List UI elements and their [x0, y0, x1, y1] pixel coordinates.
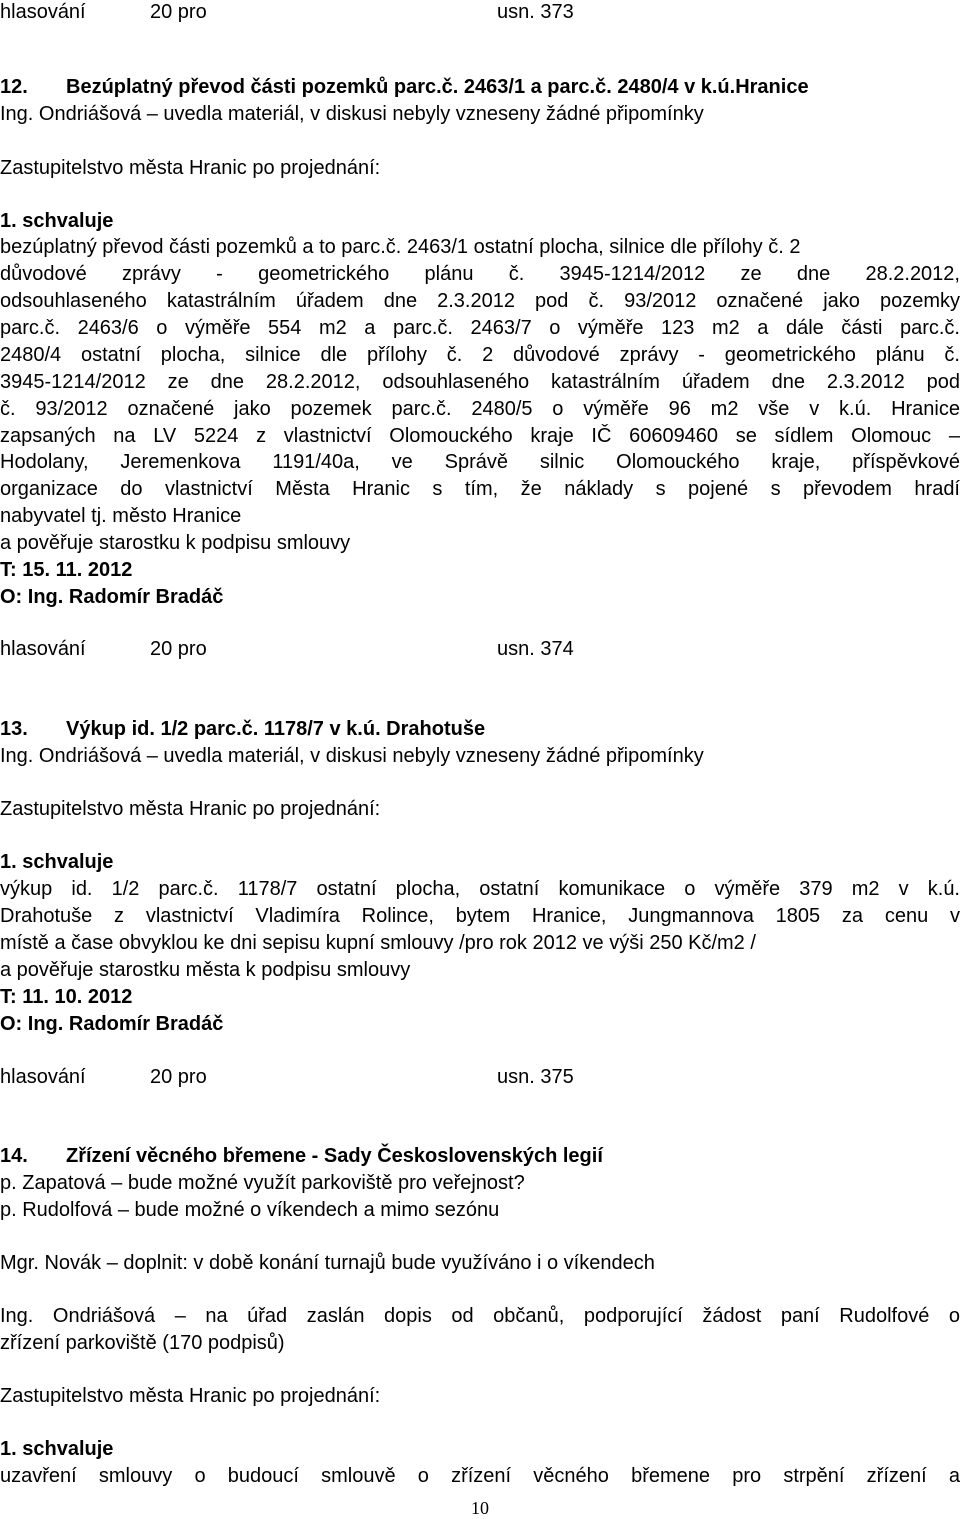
body-line: odsouhlaseného katastrálním úřadem dne 2.3.2012 pod č. 93/2012 označené jako pozemky	[0, 290, 960, 312]
authorization-line: a pověřuje starostku k podpisu smlouvy	[0, 532, 351, 554]
body-line: 3945-1214/2012 ze dne 28.2.2012, odsouhlaseného katastrálním úřadem dne 2.3.2012 pod	[0, 371, 960, 393]
body-line: uzavření smlouvy o budoucí smlouvě o zřízení věcného břemene pro strpění zřízení a	[0, 1465, 960, 1487]
council-statement: Zastupitelstvo města Hranic po projednání:	[0, 157, 381, 179]
section-number: 12.	[0, 76, 28, 98]
deadline: T: 15. 11. 2012	[0, 559, 133, 581]
vote-label: hlasování	[0, 1066, 86, 1088]
section-number: 13.	[0, 718, 28, 740]
body-line: důvodové zprávy - geometrického plánu č. 3945-1214/2012 ze dne 28.2.2012,	[0, 263, 960, 285]
resolution-heading: 1. schvaluje	[0, 851, 114, 873]
vote-label: hlasování	[0, 638, 86, 660]
vote-count: 20 pro	[150, 1066, 207, 1088]
discussion-line: Ing. Ondriášová – na úřad zaslán dopis od občanů, podporující žádost paní Rudolfové o	[0, 1305, 960, 1327]
body-line: parc.č. 2463/6 o výměře 554 m2 a parc.č. 2463/7 o výměře 123 m2 a dále části parc.č.	[0, 317, 960, 339]
body-line: Drahotuše z vlastnictví Vladimíra Rolince, bytem Hranice, Jungmannova 1805 za cenu v	[0, 905, 960, 927]
resolution-heading: 1. schvaluje	[0, 210, 114, 232]
responsible-person: O: Ing. Radomír Bradáč	[0, 1013, 224, 1035]
body-line: 2480/4 ostatní plocha, silnice dle přílohy č. 2 důvodové zprávy - geometrického plánu č.	[0, 344, 960, 366]
resolution-number: usn. 373	[497, 1, 574, 23]
responsible-person: O: Ing. Radomír Bradáč	[0, 586, 224, 608]
discussion-note: Ing. Ondriášová – uvedla materiál, v diskusi nebyly vzneseny žádné připomínky	[0, 103, 704, 125]
body-line: nabyvatel tj. město Hranice	[0, 505, 242, 527]
section-title: Bezúplatný převod části pozemků parc.č. 2463/1 a parc.č. 2480/4 v k.ú.Hranice	[66, 76, 809, 98]
council-statement: Zastupitelstvo města Hranic po projednání:	[0, 798, 381, 820]
body-line: č. 93/2012 označené jako pozemek parc.č. 2480/5 o výměře 96 m2 vše v k.ú. Hranice	[0, 398, 960, 420]
body-line: místě a čase obvyklou ke dni sepisu kupní smlouvy /pro rok 2012 ve výši 250 Kč/m2 /	[0, 932, 756, 954]
discussion-line: Mgr. Novák – doplnit: v době konání turnajů bude využíváno i o víkendech	[0, 1252, 655, 1274]
authorization-line: a pověřuje starostku města k podpisu smlouvy	[0, 959, 411, 981]
deadline: T: 11. 10. 2012	[0, 986, 133, 1008]
body-line: bezúplatný převod části pozemků a to parc.č. 2463/1 ostatní plocha, silnice dle přílohy č. 2	[0, 236, 801, 258]
resolution-number: usn. 374	[497, 638, 574, 660]
body-line: zapsaných na LV 5224 z vlastnictví Olomouckého kraje IČ 60609460 se sídlem Olomouc –	[0, 425, 960, 447]
discussion-line: zřízení parkoviště (170 podpisů)	[0, 1332, 285, 1354]
body-line: organizace do vlastnictví Města Hranic s tím, že náklady s pojené s převodem hradí	[0, 478, 960, 500]
council-statement: Zastupitelstvo města Hranic po projednání:	[0, 1385, 381, 1407]
resolution-number: usn. 375	[497, 1066, 574, 1088]
vote-label: hlasování	[0, 1, 86, 23]
section-title: Výkup id. 1/2 parc.č. 1178/7 v k.ú. Drahotuše	[66, 718, 486, 740]
discussion-note: Ing. Ondriášová – uvedla materiál, v diskusi nebyly vzneseny žádné připomínky	[0, 745, 704, 767]
discussion-line: p. Rudolfová – bude možné o víkendech a mimo sezónu	[0, 1199, 500, 1221]
body-line: Hodolany, Jeremenkova 1191/40a, ve Správě silnic Olomouckého kraje, příspěvkové	[0, 451, 960, 473]
body-line: výkup id. 1/2 parc.č. 1178/7 ostatní plocha, ostatní komunikace o výměře 379 m2 v k.ú.	[0, 878, 960, 900]
vote-count: 20 pro	[150, 638, 207, 660]
section-number: 14.	[0, 1145, 28, 1167]
section-title: Zřízení věcného břemene - Sady Československých legií	[66, 1145, 603, 1167]
resolution-heading: 1. schvaluje	[0, 1438, 114, 1460]
page-number: 10	[471, 1498, 489, 1518]
vote-count: 20 pro	[150, 1, 207, 23]
discussion-line: p. Zapatová – bude možné využít parkoviště pro veřejnost?	[0, 1172, 525, 1194]
